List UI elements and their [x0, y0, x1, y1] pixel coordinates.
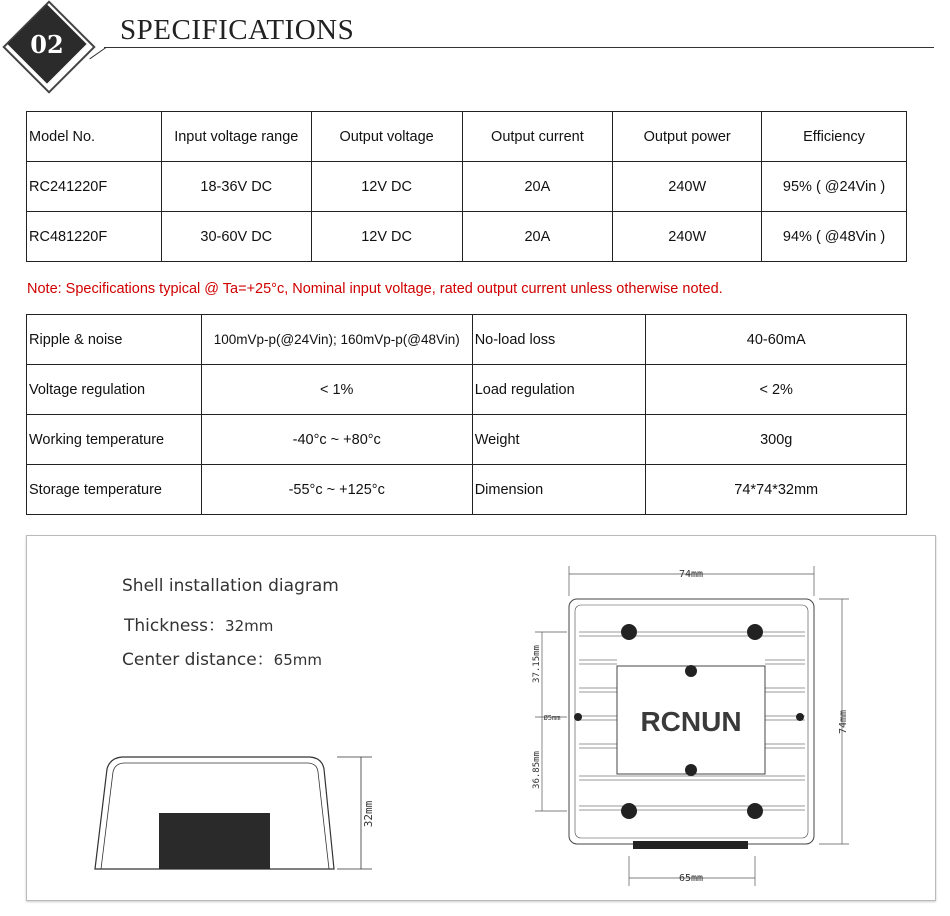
table-row [27, 315, 907, 365]
table-cell: < 2% [646, 365, 907, 415]
lower-left-dimension-label: 36.85mm [532, 751, 542, 789]
table-cell: Weight [472, 415, 646, 465]
header-cell: Input voltage range [161, 112, 311, 162]
table-cell: 30-60V DC [161, 212, 311, 262]
table-cell: 12V DC [311, 162, 462, 212]
table-cell: 240W [613, 162, 762, 212]
table-row [27, 212, 907, 262]
header-cell: Efficiency [762, 112, 907, 162]
table-cell: Voltage regulation [27, 365, 202, 415]
table-cell: 12V DC [311, 212, 462, 262]
table-row [27, 365, 907, 415]
table-cell: RC481220F [27, 212, 162, 262]
section-header [0, 0, 950, 100]
table-cell: Storage temperature [27, 465, 202, 515]
table-cell: Working temperature [27, 415, 202, 465]
connector-block [159, 813, 270, 869]
header-cell: Output voltage [311, 112, 462, 162]
table-cell: 94% ( @48Vin ) [762, 212, 907, 262]
header-cell: Model No. [27, 112, 162, 162]
side-view-drawing [95, 757, 372, 869]
center-distance-value: 65mm [273, 651, 322, 669]
bottom-connector [633, 841, 748, 849]
table-cell: RC241220F [27, 162, 162, 212]
diagram-title: Shell installation diagram [122, 576, 339, 596]
bottom-dimension-label: 65mm [678, 873, 704, 884]
table-cell: 95% ( @24Vin ) [762, 162, 907, 212]
brand-logo: RCNUN [640, 706, 742, 737]
thickness-value: 32mm [225, 617, 274, 635]
table-cell: 20A [462, 212, 613, 262]
badge [9, 6, 85, 82]
hole-dimension-label: Ø5mm [543, 714, 561, 722]
thickness-label: Thickness： [124, 616, 226, 636]
top-dimension-label: 74mm [678, 569, 704, 580]
table-cell: -40°c ~ +80°c [201, 415, 472, 465]
table-cell: < 1% [201, 365, 472, 415]
table-cell: 20A [462, 162, 613, 212]
table-cell: 240W [613, 212, 762, 262]
header-cell: Output current [462, 112, 613, 162]
spec-table [26, 314, 907, 515]
table-cell: No-load loss [472, 315, 646, 365]
table-row [27, 465, 907, 515]
table-cell: 300g [646, 415, 907, 465]
center-distance-label: Center distance： [122, 650, 274, 670]
table-cell: 100mVp-p(@24Vin); 160mVp-p(@48Vin) [201, 315, 472, 365]
height-dimension-label: 32mm [362, 800, 375, 828]
installation-diagram-panel [26, 535, 936, 901]
title-underline [104, 47, 934, 48]
right-dimension-label: 74mm [838, 709, 849, 735]
model-table [26, 111, 907, 262]
diagram-drawings [27, 536, 935, 900]
table-cell: 74*74*32mm [646, 465, 907, 515]
header-cell: Output power [613, 112, 762, 162]
table-cell: 40-60mA [646, 315, 907, 365]
table-header-row [27, 112, 907, 162]
spec-note: Note: Specifications typical @ Ta=+25°c, Nominal input voltage, rated output current unless otherwise noted. [27, 281, 723, 297]
table-row [27, 415, 907, 465]
badge-number: 02 [30, 29, 64, 59]
table-cell: Load regulation [472, 365, 646, 415]
page-title: SPECIFICATIONS [120, 14, 355, 46]
table-row [27, 162, 907, 212]
upper-left-dimension-label: 37.15mm [532, 645, 542, 683]
table-cell: Ripple & noise [27, 315, 202, 365]
table-cell: 18-36V DC [161, 162, 311, 212]
table-cell: -55°c ~ +125°c [201, 465, 472, 515]
table-cell: Dimension [472, 465, 646, 515]
